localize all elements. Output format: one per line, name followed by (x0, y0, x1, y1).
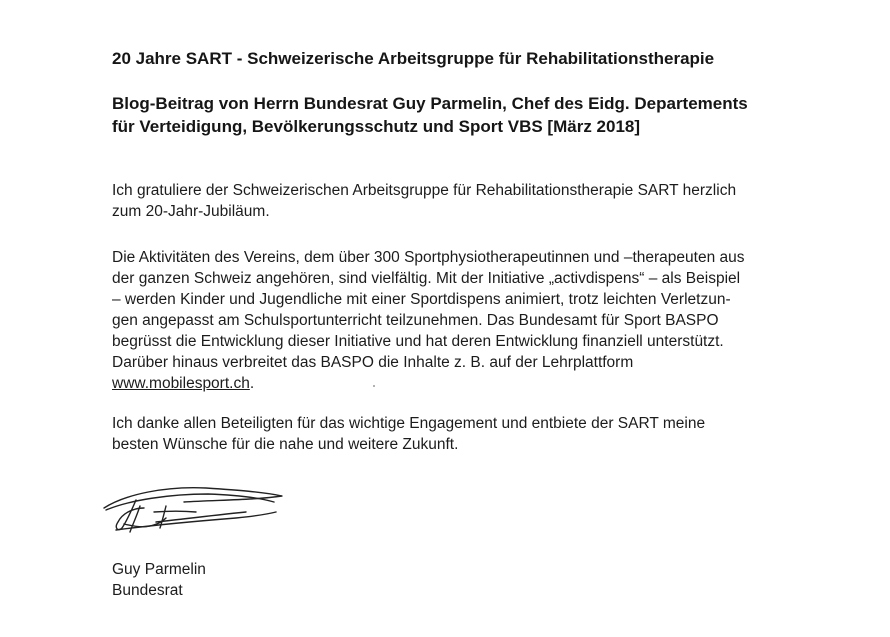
text-line: zum 20-Jahr-Jubiläum. (112, 203, 270, 220)
text-line: – werden Kinder und Jugendliche mit einer Sportdispens animiert, trotz leichten Verletzun- (112, 291, 731, 308)
text-line: besten Wünsche für die nahe und weitere Zukunft. (112, 436, 459, 453)
text-line: Ich gratuliere der Schweizerischen Arbeitsgruppe für Rehabilitationstherapie SART herzlich (112, 182, 737, 199)
mobilesport-link[interactable]: www.mobilesport.ch (112, 375, 250, 392)
signer-title: Bundesrat (112, 582, 183, 599)
handwritten-signature (96, 478, 296, 558)
scan-speck (373, 385, 375, 387)
text-line: Darüber hinaus verbreitet das BASPO die Inhalte z. B. auf der Lehrplattform (112, 354, 634, 371)
paragraph-congratulations (112, 180, 736, 222)
text-line: der ganzen Schweiz angehören, sind vielfältig. Mit der Initiative „activdispens“ – als Beispiel (112, 270, 741, 287)
text-line-with-link (112, 373, 745, 394)
document-title: 20 Jahre SART - Schweizerische Arbeitsgruppe für Rehabilitationstherapie (112, 49, 715, 68)
signer-name: Guy Parmelin (112, 561, 206, 578)
link-suffix: . (249, 375, 255, 392)
document-subtitle-line-2: für Verteidigung, Bevölkerungsschutz und Sport VBS [März 2018] (112, 117, 641, 136)
text-line: begrüsst die Entwicklung dieser Initiative und hat deren Entwicklung finanziell unterstützt. (112, 333, 724, 350)
paragraph-activities (112, 247, 745, 394)
text-line: gen angepasst am Schulsportunterricht teilzunehmen. Das Bundesamt für Sport BASPO (112, 312, 719, 329)
paragraph-thanks (112, 413, 705, 455)
text-line: Die Aktivitäten des Vereins, dem über 300 Sportphysiotherapeutinnen und –therapeuten aus (112, 249, 745, 266)
document-subtitle-line-1: Blog-Beitrag von Herrn Bundesrat Guy Parmelin, Chef des Eidg. Departements (112, 94, 748, 113)
text-line: Ich danke allen Beteiligten für das wichtige Engagement und entbiete der SART meine (112, 415, 706, 432)
